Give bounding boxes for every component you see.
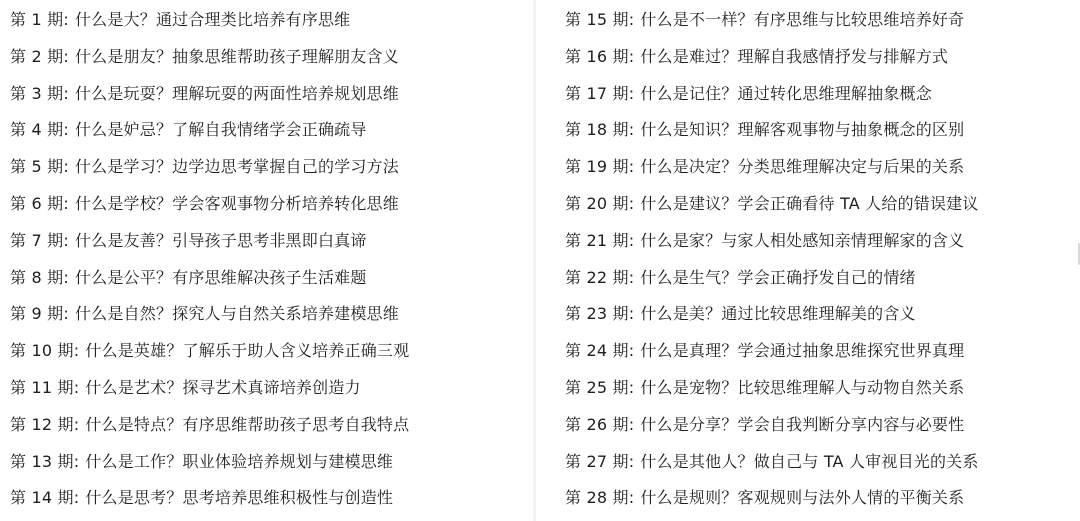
episode-title: 什么是记住？通过转化思维理解抽象概念 [640,83,932,103]
episode-title: 什么是自然？探究人与自然关系培养建模思维 [74,304,399,324]
episode-title: 什么是玩耍？理解玩耍的两面性培养规划思维 [74,83,399,103]
episode-item [10,260,409,297]
episode-item [565,76,979,113]
episode-number: 第 27 期: [565,451,635,471]
episode-number: 第 1 期: [10,10,69,29]
episode-item [565,333,979,370]
episode-number: 第 26 期: [565,414,635,434]
episode-title: 什么是工作？职业体验培养规划与建模思维 [85,451,394,471]
episode-item [10,2,409,39]
episode-item [10,296,409,333]
episode-title: 什么是朋友？抽象思维帮助孩子理解朋友含义 [74,46,399,66]
episode-title: 什么是生气？学会正确抒发自己的情绪 [640,267,916,287]
episode-title: 什么是艺术？探寻艺术真谛培养创造力 [85,377,361,397]
episode-item [565,296,979,333]
episode-title: 什么是建议？学会正确看待 TA 人给的错误建议 [640,193,979,213]
episode-item [565,370,979,407]
episode-item [10,76,409,113]
episode-title: 什么是妒忌？了解自我情绪学会正确疏导 [74,120,367,140]
episode-number: 第 22 期: [565,267,635,287]
episode-title: 什么是学校？学会客观事物分析培养转化思维 [74,193,399,213]
episode-item [10,39,409,76]
episode-number: 第 11 期: [10,377,80,397]
episode-number: 第 10 期: [10,341,80,361]
episode-number: 第 2 期: [10,46,69,66]
episode-number: 第 13 期: [10,451,80,471]
left-episode-list [10,2,409,517]
episode-title: 什么是大？通过合理类比培养有序思维 [74,10,351,29]
left-column [0,0,533,521]
episode-item [565,186,979,223]
episode-title: 什么是真理？学会通过抽象思维探究世界真理 [640,341,965,361]
episode-title: 什么是知识？理解客观事物与抽象概念的区别 [640,120,965,140]
episode-item [10,223,409,260]
episode-title: 什么是英雄？了解乐于助人含义培养正确三观 [85,341,410,361]
episode-item [565,444,979,481]
episode-title: 什么是难过？理解自我感情抒发与排解方式 [640,46,949,66]
episode-title: 什么是美？通过比较思维理解美的含义 [640,304,916,324]
episode-number: 第 7 期: [10,230,69,250]
episode-title: 什么是家？与家人相处感知亲情理解家的含义 [640,230,965,250]
right-column [536,0,1080,521]
episode-item [565,112,979,149]
episode-item [10,186,409,223]
episode-title: 什么是学习？边学边思考掌握自己的学习方法 [74,157,399,177]
episode-title: 什么是分享？学会自我判断分享内容与必要性 [640,414,965,434]
episode-item [10,149,409,186]
episode-item [565,260,979,297]
episode-number: 第 4 期: [10,120,69,140]
episode-number: 第 12 期: [10,414,80,434]
episode-title: 什么是友善？引导孩子思考非黑即白真谛 [74,230,367,250]
episode-item [10,480,409,517]
episode-number: 第 25 期: [565,377,635,397]
episode-title: 什么是其他人？做自己与 TA 人审视目光的关系 [640,451,979,471]
episode-title: 什么是决定？分类思维理解决定与后果的关系 [640,157,965,177]
episode-number: 第 19 期: [565,157,635,177]
episode-number: 第 8 期: [10,267,69,287]
episode-number: 第 20 期: [565,193,635,213]
episode-item [565,223,979,260]
episode-item [565,407,979,444]
episode-number: 第 14 期: [10,488,80,508]
episode-number: 第 17 期: [565,83,635,103]
episode-item [10,333,409,370]
episode-number: 第 23 期: [565,304,635,324]
episode-number: 第 28 期: [565,488,635,508]
episode-number: 第 5 期: [10,157,69,177]
episode-item [10,407,409,444]
episode-item [10,444,409,481]
episode-item [565,2,979,39]
episode-number: 第 15 期: [565,10,635,29]
episode-number: 第 6 期: [10,193,69,213]
episode-title: 什么是公平？有序思维解决孩子生活难题 [74,267,367,287]
episode-item [10,112,409,149]
episode-title: 什么是特点？有序思维帮助孩子思考自我特点 [85,414,410,434]
episode-item [565,39,979,76]
episode-number: 第 21 期: [565,230,635,250]
episode-title: 什么是思考？思考培养思维积极性与创造性 [85,488,394,508]
episode-number: 第 3 期: [10,83,69,103]
episode-title: 什么是宠物？比较思维理解人与动物自然关系 [640,377,965,397]
episode-number: 第 16 期: [565,46,635,66]
episode-item [565,149,979,186]
episode-number: 第 18 期: [565,120,635,140]
episode-item [10,370,409,407]
right-episode-list [565,2,979,517]
episode-title: 什么是规则？客观规则与法外人情的平衡关系 [640,488,965,508]
episode-number: 第 9 期: [10,304,69,324]
episode-number: 第 24 期: [565,341,635,361]
episode-item [565,480,979,517]
episode-title: 什么是不一样？有序思维与比较思维培养好奇 [640,10,965,29]
